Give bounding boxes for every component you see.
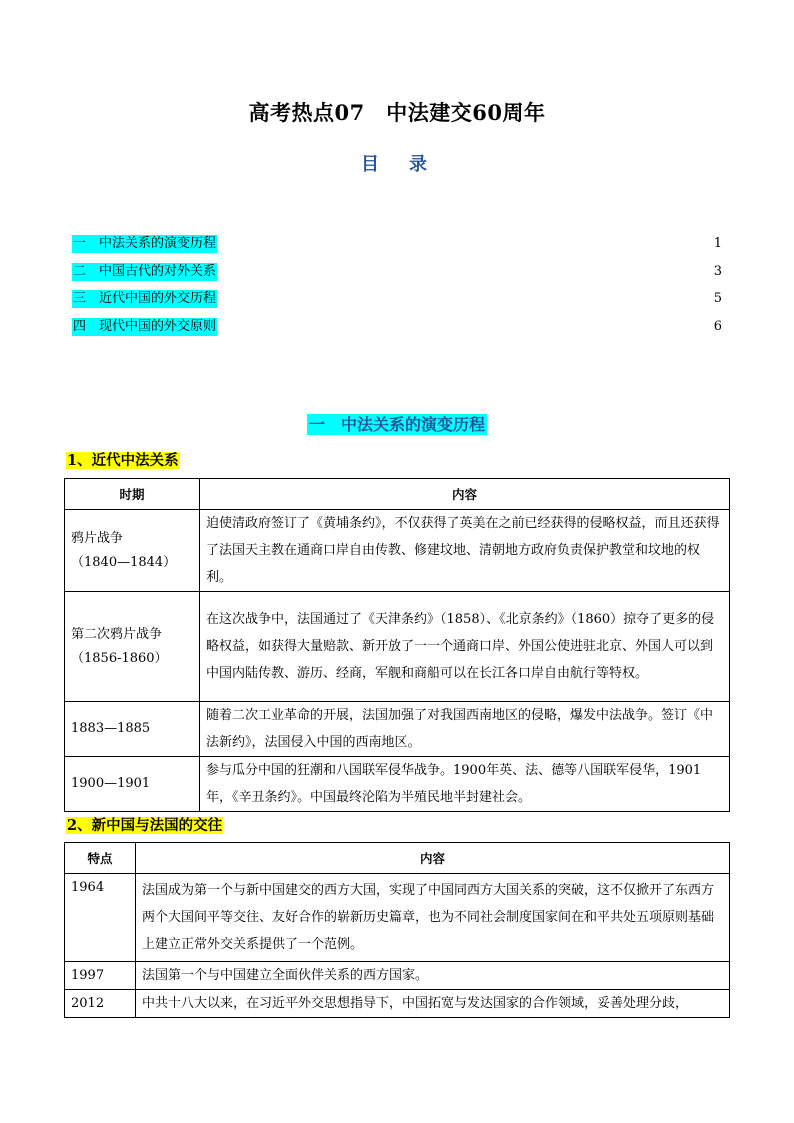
period-cell	[65, 592, 200, 702]
toc-item-label[interactable]: 一 中法关系的演变历程	[73, 236, 217, 251]
year-cell: 2012	[65, 990, 136, 1018]
period-years: （1856-1860）	[71, 650, 168, 666]
column-header-content: 内容	[136, 843, 730, 874]
content-cell: 法国第一个与中国建立全面伙伴关系的西方国家。	[136, 962, 730, 990]
subsection-heading-text: 1、近代中法关系	[67, 452, 179, 469]
toc-item-page: 6	[713, 318, 722, 334]
toc-item-page: 1	[713, 236, 722, 251]
period-name: 第二次鸦片战争	[71, 626, 163, 642]
content-cell: 法国成为第一个与新中国建交的西方大国，实现了中国同西方大国关系的突破，这不仅掀开了东西方两个大国间平等交往、友好合作的崭新历史篇章，也为不同社会制度国家间在和平共处五项原则基础上建立正常外交关系提供了一个范例。	[136, 874, 730, 962]
content-cell: 中共十八大以来，在习近平外交思想指导下，中国拓宽与发达国家的合作领域，妥善处理分歧，	[136, 990, 730, 1018]
toc-heading: 目 录	[361, 154, 433, 175]
subsection-heading	[66, 449, 180, 470]
toc-item-page: 3	[713, 263, 722, 279]
period-cell	[65, 702, 200, 757]
section-heading	[0, 412, 794, 435]
table-header-row	[65, 843, 730, 874]
table-row	[65, 990, 730, 1018]
toc-item-label[interactable]: 三 近代中国的外交历程	[73, 291, 217, 306]
subsection-heading-text: 2、新中国与法国的交往	[67, 817, 223, 834]
toc-item-label[interactable]: 四 现代中国的外交原则	[73, 318, 217, 334]
column-header-feature: 特点	[65, 843, 136, 874]
period-years: （1840—1844）	[71, 554, 177, 570]
year-cell: 1997	[65, 962, 136, 990]
toc-item-label[interactable]: 二 中国古代的对外关系	[73, 263, 217, 279]
content-cell: 随着二次工业革命的开展，法国加强了对我国西南地区的侵略，爆发中法战争。签订《中法新约》，法国侵入中国的西南地区。	[200, 702, 730, 757]
period-name: 1883—1885	[71, 721, 151, 736]
year-cell: 1964	[65, 874, 136, 962]
table-header-row	[65, 479, 730, 510]
page-title: 高考热点07 中法建交60周年	[248, 100, 546, 125]
content-cell: 参与瓜分中国的狂潮和八国联军侵华战争。1900年英、法、德等八国联军侵华，1901年，《辛丑条约》。中国最终沦陷为半殖民地半封建社会。	[200, 757, 730, 812]
table-row	[65, 510, 730, 592]
toc-item[interactable]	[72, 318, 722, 346]
table-of-contents	[72, 235, 722, 345]
table-row	[65, 592, 730, 702]
toc-item-page: 5	[713, 291, 722, 306]
subsection-heading	[66, 814, 223, 835]
column-header-content: 内容	[200, 479, 730, 510]
table-row	[65, 702, 730, 757]
table-row	[65, 962, 730, 990]
modern-relations-table	[64, 478, 730, 812]
toc-item[interactable]	[72, 290, 722, 318]
period-name: 1900—1901	[71, 776, 151, 791]
table-row	[65, 874, 730, 962]
column-header-period: 时期	[65, 479, 200, 510]
toc-item[interactable]	[72, 235, 722, 263]
new-china-relations-table	[64, 842, 730, 1018]
table-row	[65, 757, 730, 812]
section-heading-text: 一 中法关系的演变历程	[308, 415, 485, 434]
content-cell: 迫使清政府签订了《黄埔条约》，不仅获得了英美在之前已经获得的侵略权益，而且还获得了法国天主教在通商口岸自由传教、修建坟地、清朝地方政府负责保护教堂和坟地的权利。	[200, 510, 730, 592]
toc-item[interactable]	[72, 263, 722, 291]
period-cell	[65, 757, 200, 812]
content-cell: 在这次战争中，法国通过了《天津条约》（1858）、《北京条约》（1860）掠夺了更多的侵略权益，如获得大量赔款、新开放了一一个通商口岸、外国公使进驻北京、外国人可以到中国内陆传教、游历、经商，军舰和商船可以在长江各口岸自由航行等特权。	[200, 592, 730, 702]
period-cell	[65, 510, 200, 592]
period-name: 鸦片战争	[71, 530, 124, 546]
